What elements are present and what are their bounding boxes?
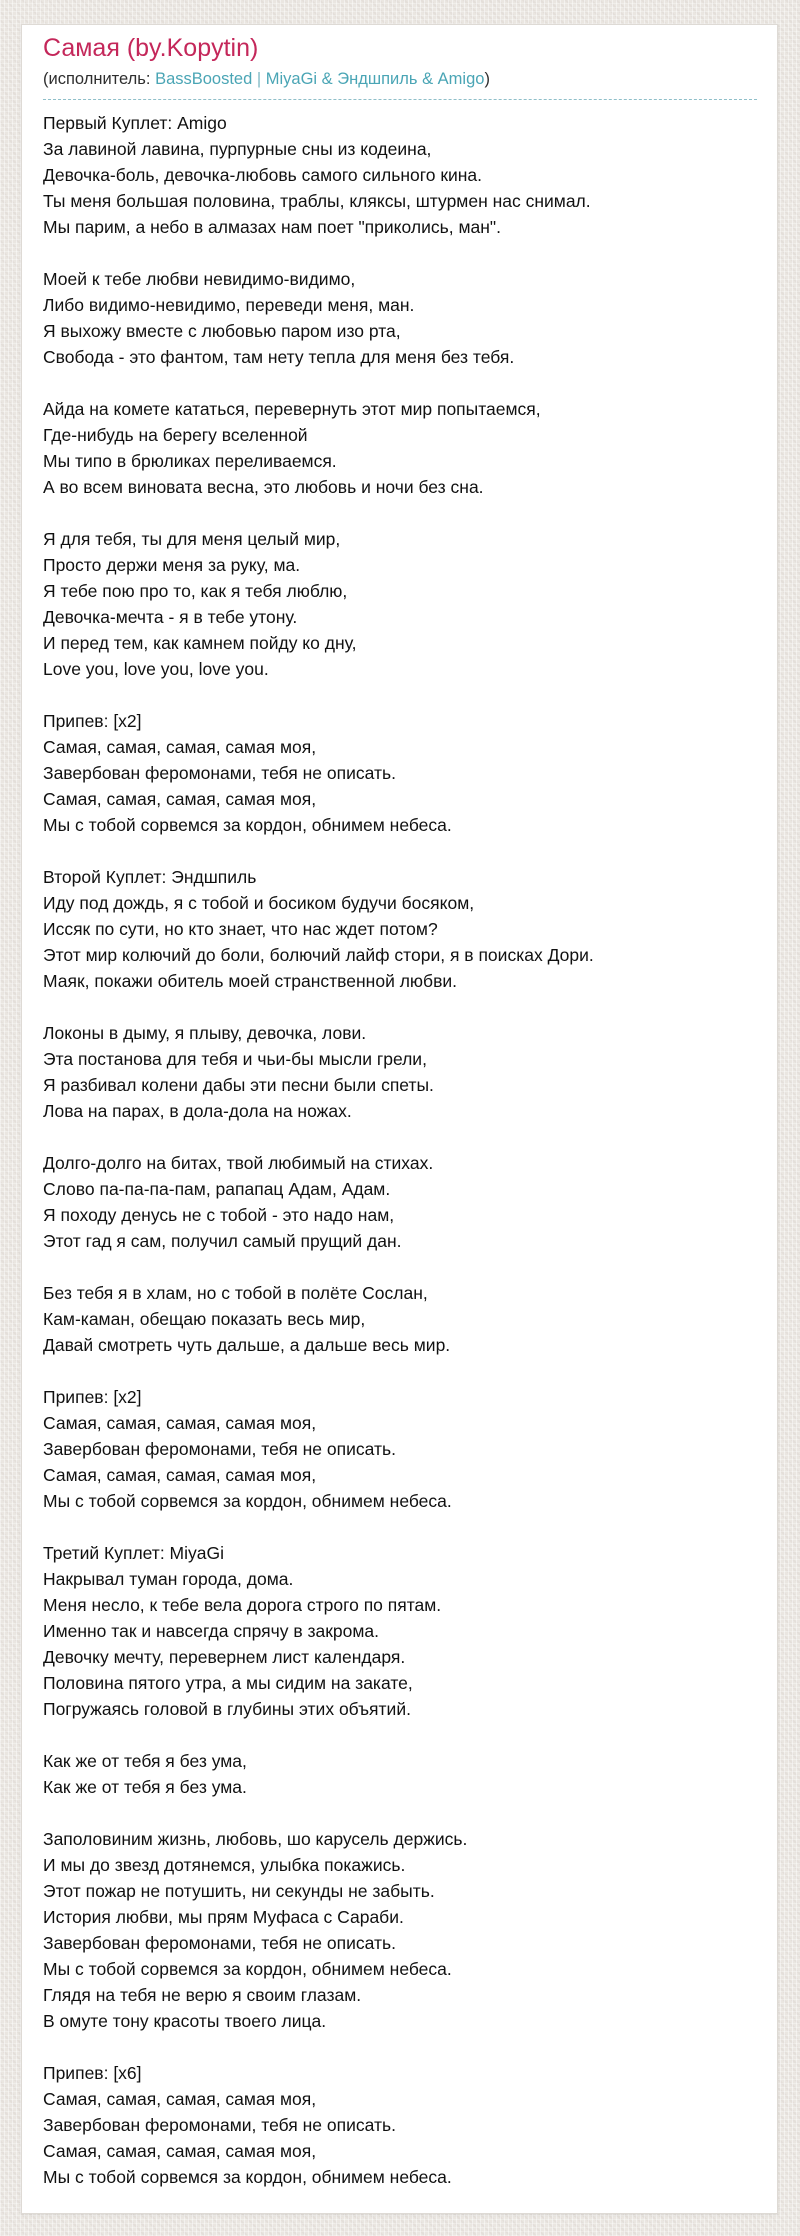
lyric-line: Свобода - это фантом, там нету тепла для меня без тебя. <box>43 347 515 367</box>
lyric-line: Без тебя я в хлам, но с тобой в полёте Сослан, <box>43 1283 428 1303</box>
stanza <box>43 110 757 240</box>
lyric-line: Мы типо в брюликах переливаемся. <box>43 451 337 471</box>
lyric-line: Либо видимо-невидимо, переведи меня, ман. <box>43 295 415 315</box>
stanza <box>43 526 757 682</box>
lyric-line: Иссяк по сути, но кто знает, что нас ждет потом? <box>43 919 438 939</box>
lyric-line: Кам-каман, обещаю показать весь мир, <box>43 1309 366 1329</box>
lyric-line: Этот мир колючий до боли, болючий лайф стори, я в поисках Дори. <box>43 945 594 965</box>
lyric-line: А во всем виновата весна, это любовь и ночи без сна. <box>43 477 484 497</box>
lyric-line: Половина пятого утра, а мы сидим на закате, <box>43 1673 413 1693</box>
lyric-line: Айда на комете кататься, перевернуть этот мир попытаемся, <box>43 399 541 419</box>
lyric-line: Самая, самая, самая, самая моя, <box>43 789 317 809</box>
lyric-line: Моей к тебе любви невидимо-видимо, <box>43 269 356 289</box>
lyric-line: Завербован феромонами, тебя не описать. <box>43 763 396 783</box>
stanza <box>43 1020 757 1124</box>
lyric-line: Мы с тобой сорвемся за кордон, обнимем небеса. <box>43 1491 452 1511</box>
lyric-line: Девочку мечту, перевернем лист календаря. <box>43 1647 406 1667</box>
lyric-line: Самая, самая, самая, самая моя, <box>43 1465 317 1485</box>
lyric-line: Я выхожу вместе с любовью паром изо рта, <box>43 321 401 341</box>
lyric-line: Девочка-боль, девочка-любовь самого сильного кина. <box>43 165 483 185</box>
lyric-line: Третий Куплет: MiyaGi <box>43 1543 224 1563</box>
lyric-line: За лавиной лавина, пурпурные сны из кодеина, <box>43 139 432 159</box>
lyric-line: Второй Куплет: Эндшпиль <box>43 867 257 887</box>
stanza <box>43 1384 757 1514</box>
song-card <box>21 24 778 2214</box>
lyric-line: Как же от тебя я без ума, <box>43 1751 247 1771</box>
lyric-line: Ты меня большая половина, траблы, кляксы, штурмен нас снимал. <box>43 191 591 211</box>
lyric-line: Припев: [x2] <box>43 711 142 731</box>
lyric-line: Слово па-па-па-пам, рапапац Адам, Адам. <box>43 1179 391 1199</box>
lyric-line: Мы парим, а небо в алмазах нам поет "приколись, ман". <box>43 217 501 237</box>
lyric-line: Эта постанова для тебя и чьи-бы мысли грели, <box>43 1049 427 1069</box>
lyric-line: Самая, самая, самая, самая моя, <box>43 1413 317 1433</box>
lyric-line: Завербован феромонами, тебя не описать. <box>43 1933 396 1953</box>
lyric-line: Лова на парах, в дола-дола на ножах. <box>43 1101 352 1121</box>
stanza <box>43 1280 757 1358</box>
artist-link-bassboosted[interactable]: BassBoosted <box>155 70 253 88</box>
lyric-line: Я тебе пою про то, как я тебя люблю, <box>43 581 348 601</box>
lyric-line: История любви, мы прям Муфаса с Сараби. <box>43 1907 404 1927</box>
lyric-line: Мы с тобой сорвемся за кордон, обнимем небеса. <box>43 1959 452 1979</box>
lyric-line: Первый Куплет: Amigo <box>43 113 227 133</box>
lyric-line: Самая, самая, самая, самая моя, <box>43 737 317 757</box>
lyric-line: Я для тебя, ты для меня целый мир, <box>43 529 341 549</box>
song-title: Самая (by.Kopytin) <box>43 34 259 62</box>
lyric-line: Припев: [x6] <box>43 2063 142 2083</box>
lyric-line: Завербован феромонами, тебя не описать. <box>43 1439 396 1459</box>
lyric-line: Просто держи меня за руку, ма. <box>43 555 301 575</box>
lyric-line: Самая, самая, самая, самая моя, <box>43 2141 317 2161</box>
lyric-line: Я разбивал колени дабы эти песни были спеты. <box>43 1075 434 1095</box>
stanza <box>43 1540 757 1722</box>
artist-link-miyagi-endshpil-amigo[interactable]: MiyaGi & Эндшпиль & Amigo <box>265 70 485 88</box>
lyric-line: Завербован феромонами, тебя не описать. <box>43 2115 396 2135</box>
lyric-line: Я походу денусь не с тобой - это надо нам, <box>43 1205 395 1225</box>
artist-suffix: ) <box>484 70 490 88</box>
lyrics <box>43 110 757 2190</box>
lyric-line: Заполовиним жизнь, любовь, шо карусель держись. <box>43 1829 468 1849</box>
lyric-line: И перед тем, как камнем пойду ко дну, <box>43 633 357 653</box>
lyric-line: Этот гад я сам, получил самый прущий дан. <box>43 1231 402 1251</box>
artist-line <box>43 68 757 90</box>
song-header <box>43 31 757 100</box>
lyric-line: Как же от тебя я без ума. <box>43 1777 247 1797</box>
stanza <box>43 396 757 500</box>
lyric-line: Девочка-мечта - я в тебе утону. <box>43 607 298 627</box>
stanza <box>43 864 757 994</box>
stanza <box>43 2060 757 2190</box>
lyric-line: Маяк, покажи обитель моей странственной любви. <box>43 971 458 991</box>
stanza <box>43 1826 757 2034</box>
lyric-line: Мы с тобой сорвемся за кордон, обнимем небеса. <box>43 815 452 835</box>
stanza <box>43 1748 757 1800</box>
lyric-line: Самая, самая, самая, самая моя, <box>43 2089 317 2109</box>
lyric-line: Где-нибудь на берегу вселенной <box>43 425 308 445</box>
stanza <box>43 708 757 838</box>
artist-prefix: (исполнитель: <box>43 70 156 88</box>
lyric-line: Именно так и навсегда спрячу в закрома. <box>43 1621 379 1641</box>
stanza <box>43 266 757 370</box>
lyric-line: Мы с тобой сорвемся за кордон, обнимем небеса. <box>43 2167 452 2187</box>
lyric-line: Погружаясь головой в глубины этих объятий. <box>43 1699 411 1719</box>
lyric-line: В омуте тону красоты твоего лица. <box>43 2011 327 2031</box>
artist-separator: | <box>252 70 266 88</box>
lyric-line: И мы до звезд дотянемся, улыбка покажись. <box>43 1855 406 1875</box>
lyric-line: Накрывал туман города, дома. <box>43 1569 294 1589</box>
lyric-line: Меня несло, к тебе вела дорога строго по пятам. <box>43 1595 442 1615</box>
lyric-line: Иду под дождь, я с тобой и босиком будучи босяком, <box>43 893 475 913</box>
lyric-line: Локоны в дыму, я плыву, девочка, лови. <box>43 1023 367 1043</box>
lyric-line: Припев: [x2] <box>43 1387 142 1407</box>
lyric-line: Глядя на тебя не верю я своим глазам. <box>43 1985 362 2005</box>
lyric-line: Love you, love you, love you. <box>43 659 269 679</box>
stanza <box>43 1150 757 1254</box>
lyric-line: Долго-долго на битах, твой любимый на стихах. <box>43 1153 434 1173</box>
lyric-line: Давай смотреть чуть дальше, а дальше весь мир. <box>43 1335 451 1355</box>
lyric-line: Этот пожар не потушить, ни секунды не забыть. <box>43 1881 435 1901</box>
